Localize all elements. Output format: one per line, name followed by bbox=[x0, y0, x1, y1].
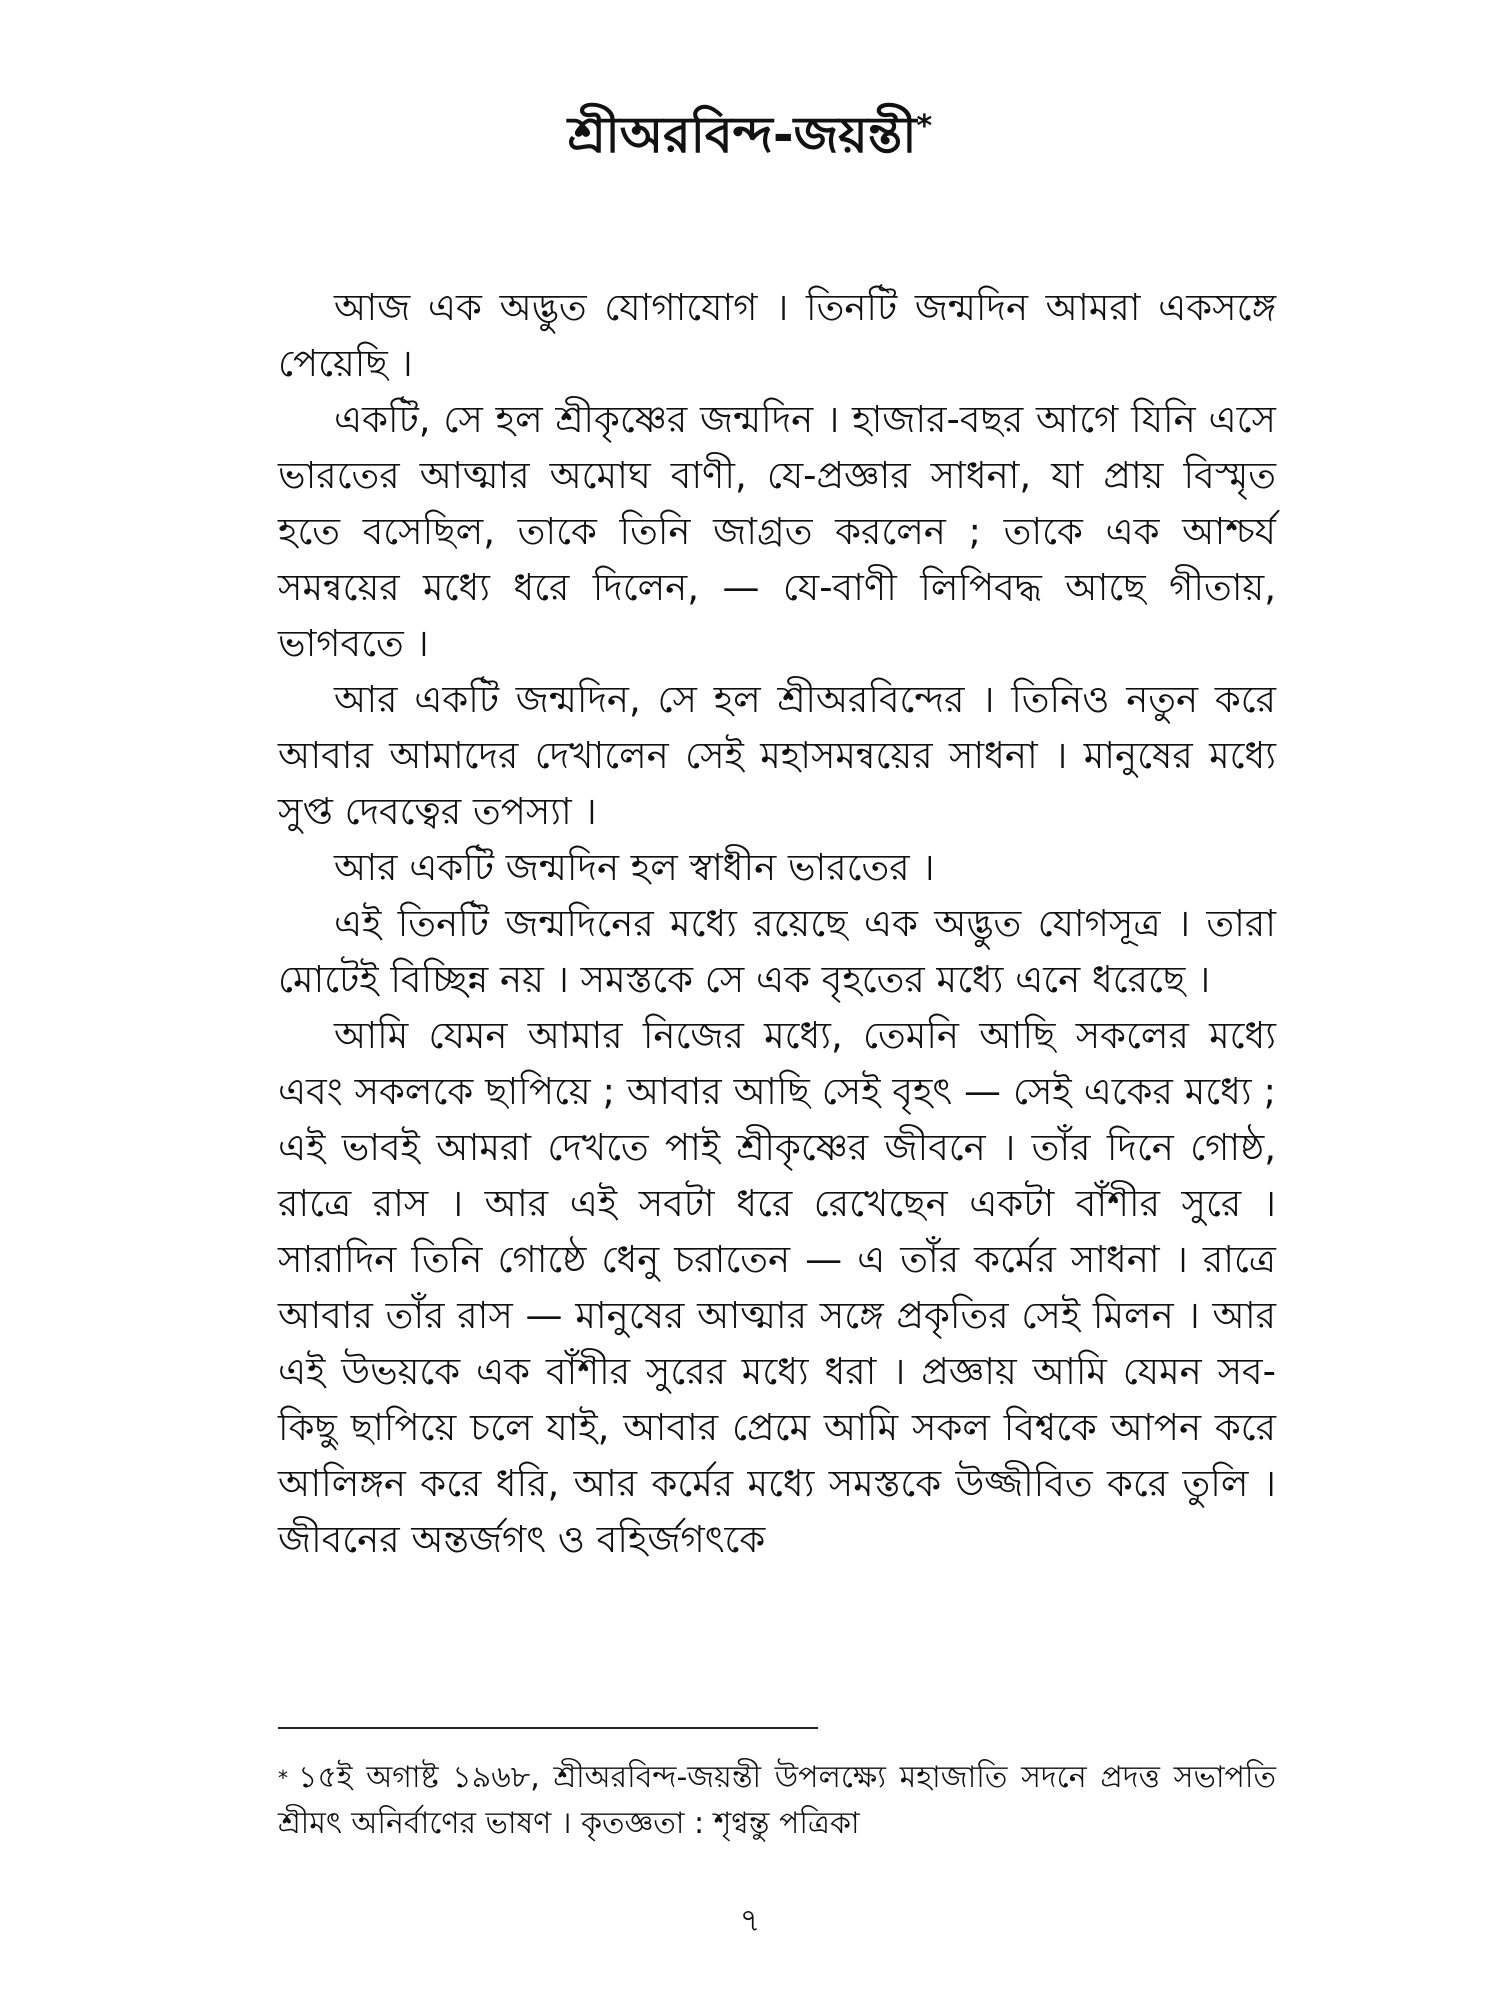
footnote-divider bbox=[278, 1727, 818, 1729]
page-number: ৭ bbox=[739, 1901, 761, 1939]
paragraph: আর একটি জন্মদিন, সে হল শ্রীঅরবিন্দের । তিনিও নতুন করে আবার আমাদের দেখালেন সেই মহাসমন্বয়ের সাধনা । মানুষের মধ্যে সুপ্ত দেবত্বের তপস্যা । bbox=[278, 678, 1276, 833]
paragraph: আর একটি জন্মদিন হল স্বাধীন ভারতের । bbox=[334, 846, 935, 889]
footnote-mark: * bbox=[278, 1766, 288, 1790]
page-title bbox=[0, 100, 1500, 170]
footnote bbox=[278, 1755, 1276, 1847]
paragraph: আমি যেমন আমার নিজের মধ্যে, তেমনি আছি সকলের মধ্যে এবং সকলকে ছাপিয়ে ; আবার আছি সেই বৃহৎ — সেই একের মধ্যে ; এই ভাবই আমরা দেখতে পাই শ্রীকৃষ্ণের জীবনে । তাঁর দিনে গোষ্ঠ, রাত্রে রাস । আর এই সবটা ধরে রেখেছেন একটা বাঁশীর সুরে । সারাদিন তিনি গোষ্ঠে ধেনু চরাতেন — এ তাঁর কর্মের সাধনা । রাত্রে আবার তাঁর রাস — মানুষের আত্মার সঙ্গে প্রকৃতির সেই মিলন । আর এই উভয়কে এক বাঁশীর সুরের মধ্যে ধরা । প্রজ্ঞায় আমি যেমন সব-কিছু ছাপিয়ে চলে যাই, আবার প্রেমে আমি সকল বিশ্বকে আপন করে আলিঙ্গন করে ধরি, আর কর্মের মধ্যে সমস্তকে উজ্জীবিত করে তুলি । জীবনের অন্তর্জগৎ ও বহির্জগৎকে bbox=[278, 1014, 1276, 1561]
paragraph: আজ এক অদ্ভুত যোগাযোগ । তিনটি জন্মদিন আমরা একসঙ্গে পেয়েছি । bbox=[278, 286, 1276, 385]
paragraph: এই তিনটি জন্মদিনের মধ্যে রয়েছে এক অদ্ভুত যোগসূত্র । তারা মোটেই বিচ্ছিন্ন নয় । সমস্তকে সে এক বৃহতের মধ্যে এনে ধরেছে । bbox=[278, 902, 1276, 1001]
title-text: শ্রীঅরবিন্দ-জয়ন্তী bbox=[567, 106, 917, 164]
footnote-text: ১৫ই অগাষ্ট ১৯৬৮, শ্রীঅরবিন্দ-জয়ন্তী উপলক্ষ্যে মহাজাতি সদনে প্রদত্ত সভাপতি শ্রীমৎ অনির্বাণের ভাষণ । কৃতজ্ঞতা : শৃণ্বন্তু পত্রিকা bbox=[278, 1760, 1276, 1841]
paragraph: একটি, সে হল শ্রীকৃষ্ণের জন্মদিন । হাজার-বছর আগে যিনি এসে ভারতের আত্মার অমোঘ বাণী, যে-প্রজ্ঞার সাধনা, যা প্রায় বিস্মৃত হতে বসেছিল, তাকে তিনি জাগ্রত করলেন ; তাকে এক আশ্চর্য সমন্বয়ের মধ্যে ধরে দিলেন, — যে-বাণী লিপিবদ্ধ আছে গীতায়, ভাগবতে । bbox=[278, 398, 1276, 665]
body-text bbox=[278, 280, 1276, 1568]
title-footnote-mark: * bbox=[916, 109, 933, 144]
